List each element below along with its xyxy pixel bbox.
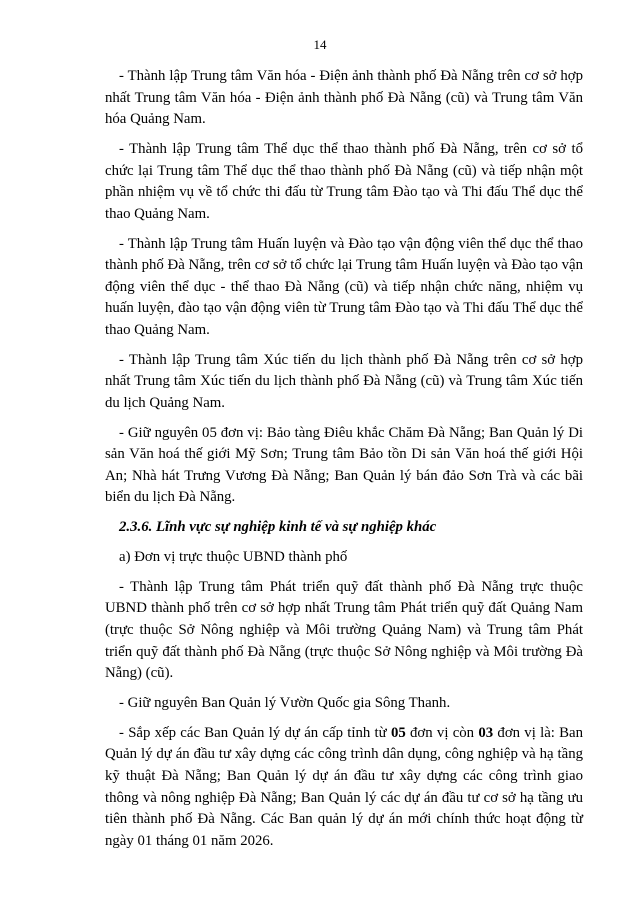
text-run: đơn vị là: Ban Quản lý dự án đầu tư xây dựng các công trình dân dụng, công nghiệp và hạ tầng kỹ thuật Đà Nẵng; Ban Quản lý dự án đầu tư xây dựng các công trình giao thông và nông nghiệp Đà Nẵng; Ban Quản lý các dự án đầu tư cơ sở hạ tầng ưu tiên thành phố Đà Nẵng. Các Ban quản lý dự án mới chính thức hoạt động từ ngày 01 tháng 01 năm 2026. bbox=[105, 724, 583, 849]
paragraph: - Thành lập Trung tâm Văn hóa - Điện ảnh thành phố Đà Nẵng trên cơ sở hợp nhất Trung tâm Văn hóa - Điện ảnh thành phố Đà Nẵng (cũ) và Trung tâm Văn hóa Quảng Nam. bbox=[105, 68, 583, 128]
paragraph: - Giữ nguyên Ban Quản lý Vườn Quốc gia Sông Thanh. bbox=[119, 694, 451, 711]
paragraph-last bbox=[105, 723, 583, 853]
subsection-label: a) Đơn vị trực thuộc UBND thành phố bbox=[119, 549, 348, 565]
paragraph: - Giữ nguyên 05 đơn vị: Bảo tàng Điêu khắc Chăm Đà Nẵng; Ban Quản lý Di sản Văn hoá thế giới Mỹ Sơn; Trung tâm Bảo tồn Di sản Văn hoá thế giới Hội An; Nhà hát Trưng Vương Đà Nẵng; Ban Quản lý bán đảo Sơn Trà và các bãi biển du lịch Đà Nẵng. bbox=[105, 424, 583, 506]
paragraph: - Thành lập Trung tâm Phát triển quỹ đất thành phố Đà Nẵng trực thuộc UBND thành phố trên cơ sở hợp nhất Trung tâm Phát triển quỹ đất Quảng Nam (trực thuộc Sở Nông nghiệp và Môi trường Quảng Nam) và Trung tâm Phát triển quỹ đất thành phố Đà Nẵng (trực thuộc Sở Nông nghiệp và Môi trường Đà Nẵng) (cũ). bbox=[105, 578, 583, 682]
document-body bbox=[105, 66, 583, 860]
paragraph: - Thành lập Trung tâm Huấn luyện và Đào tạo vận động viên thể dục thể thao thành phố Đà Nẵng, trên cơ sở tổ chức lại Trung tâm Huấn luyện và Đào tạo vận động viên thể dục - thể thao Đà Nẵng (cũ) và tiếp nhận chức năng, nhiệm vụ huấn luyện, đào tạo vận động viên từ Trung tâm Đào tạo và Thi đấu Thể dục thể thao Quảng Nam. bbox=[105, 235, 583, 338]
bold-count: 05 bbox=[390, 724, 406, 741]
text-run: đơn vị còn bbox=[405, 724, 479, 741]
section-heading: 2.3.6. Lĩnh vực sự nghiệp kinh tế và sự nghiệp khác bbox=[119, 519, 437, 536]
page-number: 14 bbox=[313, 37, 327, 52]
paragraph: - Thành lập Trung tâm Thể dục thể thao thành phố Đà Nẵng, trên cơ sở tổ chức lại Trung tâm Thể dục thể thao thành phố Đà Nẵng (cũ) và tiếp nhận một phần nhiệm vụ về tổ chức thi đấu từ Trung tâm Đào tạo và Thi đấu Thể dục thể thao Quảng Nam. bbox=[105, 140, 583, 222]
paragraph: - Thành lập Trung tâm Xúc tiến du lịch thành phố Đà Nẵng trên cơ sở hợp nhất Trung tâm Xúc tiến du lịch thành phố Đà Nẵng (cũ) và Trung tâm Xúc tiến du lịch Quảng Nam. bbox=[105, 351, 583, 411]
bold-count: 03 bbox=[478, 724, 494, 741]
text-run: - Sắp xếp các Ban Quản lý dự án cấp tỉnh từ bbox=[119, 724, 391, 741]
